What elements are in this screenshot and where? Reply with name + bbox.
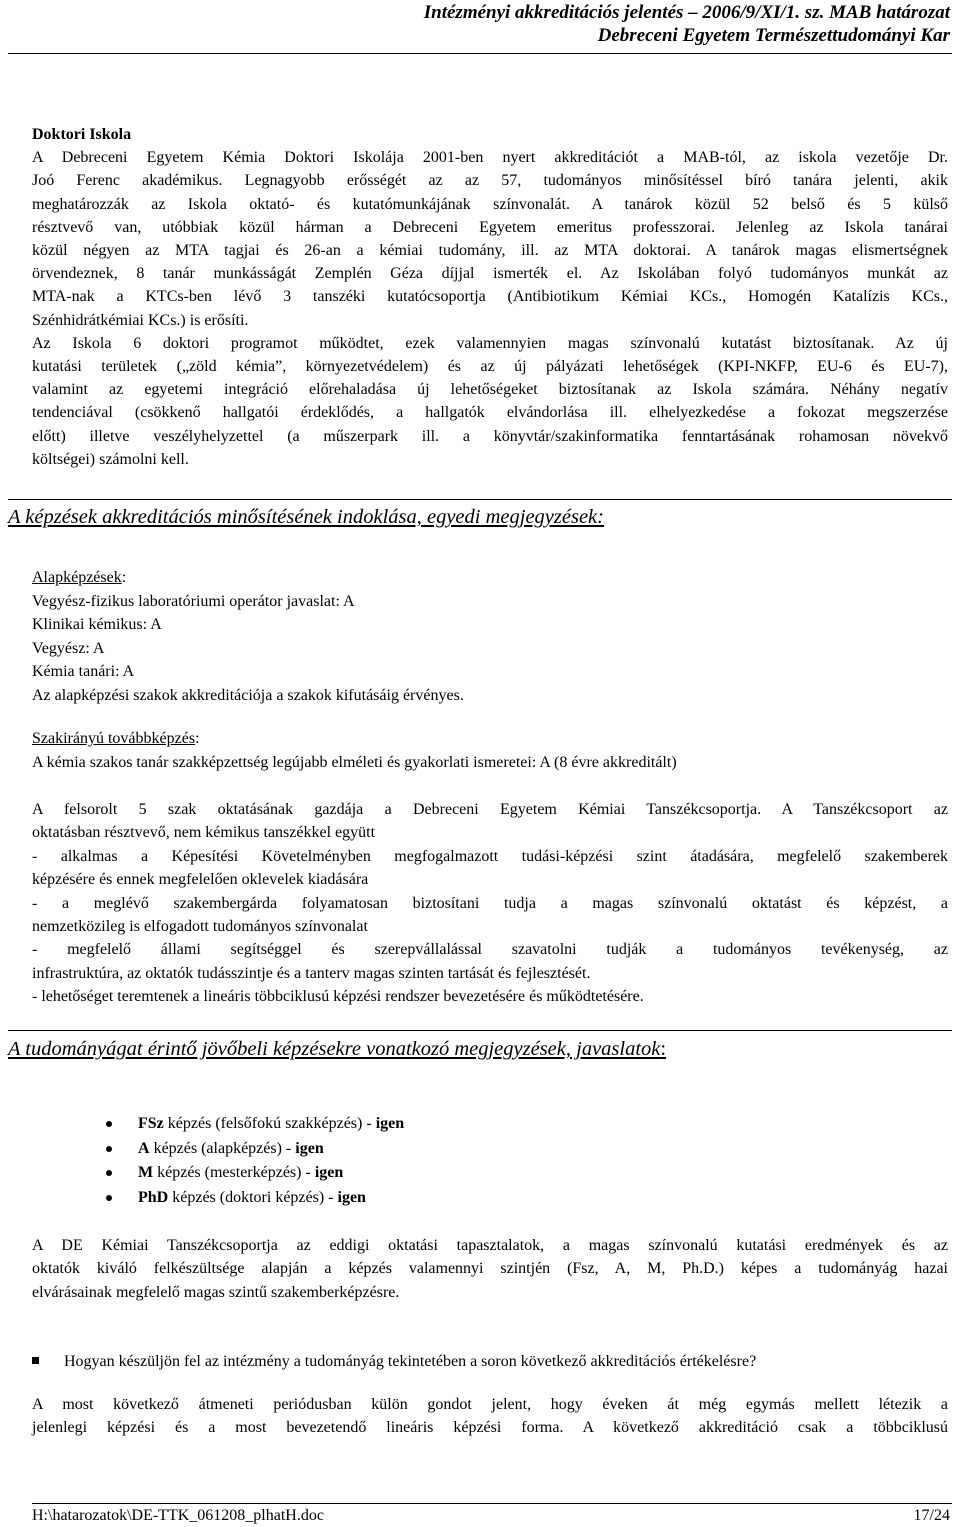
- level-abbr: A: [138, 1139, 150, 1157]
- level-abbr: M: [138, 1164, 154, 1181]
- answer-paragraph: [32, 1393, 948, 1440]
- doctoral-school-paragraph: [32, 123, 948, 471]
- text-line: A Debreceni Egyetem Kémia Doktori Iskolája 2001-ben nyert akkreditációt a MAB-tól, az iskola vezetője Dr.: [32, 149, 948, 167]
- level-answer: igen: [314, 1164, 344, 1181]
- list-item: [106, 1161, 404, 1186]
- text-line: MTA-nak a KTCs-ben lévő 3 tanszéki kutatócsoportja (Antibiotikum Kémiai KCs., Homogén Katalízis KCs.,: [32, 288, 948, 306]
- text-line: - megfelelő állami segítséggel és szerepvállalással szavatolni tudják a tudományos tevékenység, az: [32, 941, 948, 959]
- text-line: meghatározzák az Iskola oktató- és kutatómunkájának színvonalát. A tanárok közül 52 belső és 5 külső: [32, 195, 948, 213]
- section-title-future: [8, 1035, 666, 1063]
- text-line: előtt) illetve veszélyhelyzettel (a műszerpark ill. a könyvtár/szakinformatika fenntartásának rohamosan növekvő: [32, 427, 948, 445]
- footer-page-number: 17/24: [913, 1507, 950, 1524]
- training-levels-list: [106, 1112, 404, 1210]
- bullet-icon: [106, 1121, 112, 1127]
- heading-colon: :: [195, 730, 200, 747]
- header-divider: [8, 53, 952, 54]
- text-line: infrastruktúra, az oktatók tudásszintje és a tanterv magas szinten tartását és fejlesztését.: [32, 964, 591, 982]
- further-training-heading: Szakirányú továbbképzés: [32, 730, 196, 747]
- level-answer: igen: [295, 1139, 324, 1157]
- section-title-colon: :: [660, 1038, 667, 1060]
- text-line: örvendeznek, 8 tanár munkásságát Zemplén Géza díjjal ismerték el. Az Iskolában folyó tudományos munkát az: [32, 265, 948, 283]
- text-line: - a meglévő szakembergárda folyamatosan biztosítani tudja a magas színvonalú oktatást és képzést, a: [32, 894, 948, 912]
- doctoral-school-heading: Doktori Iskola: [32, 126, 132, 143]
- text-line: közül négyen az MTA tagjai és 26-an a kémiai tudomány, ill. az MTA doktorai. A tanárok magas elismertségnek: [32, 242, 948, 260]
- list-item: Vegyész-fizikus laboratóriumi operátor javaslat: A: [32, 592, 355, 610]
- heading-colon: :: [121, 569, 127, 586]
- section-title-text: A tudományágat érintő jövőbeli képzésekre vonatkozó megjegyzések, javaslatok: [8, 1038, 661, 1060]
- text-line: nemzetközileg is elfogadott tudományos színvonalat: [32, 918, 368, 936]
- level-text: képzés (mesterképzés) -: [153, 1164, 315, 1181]
- text-line: valamint az egyetemi integráció előrehaladása új lehetőségeket biztosítanak az Iskola számára. Néhány negatív: [32, 381, 948, 399]
- question-text: Hogyan készüljön fel az intézmény a tudományág tekintetében a soron következő akkreditációs értékelésre?: [64, 1353, 757, 1370]
- bullet-icon: [106, 1170, 112, 1176]
- section-title-accreditation: A képzések akkreditációs minősítésének indoklása, egyedi megjegyzések:: [8, 506, 604, 528]
- department-capability-paragraph: [32, 1234, 948, 1304]
- basic-programs-heading: Alapképzések: [32, 569, 122, 586]
- list-item: Vegyész: A: [32, 639, 105, 657]
- text-line: résztvevő van, utóbbiak közül hárman a Debreceni Egyetem emeritus professzorai. Jelenleg az Iskola tanárai: [32, 218, 948, 236]
- bullet-icon: [106, 1195, 112, 1201]
- level-abbr: FSz: [138, 1115, 164, 1132]
- level-answer: igen: [375, 1115, 405, 1132]
- text-line: Az Iskola 6 doktori programot működtet, ezek valamennyien magas színvonalú kutatást biztosítanak. Az új: [32, 334, 948, 352]
- footer-divider: [32, 1503, 952, 1504]
- level-abbr: PhD: [138, 1188, 169, 1206]
- list-item: Kémia tanári: A: [32, 663, 135, 681]
- text-line: kutatási területek („zöld kémia”, környezetvédelem) és az új pályázati lehetőségek (KPI-NKFP, EU-6 és EU-7),: [32, 358, 948, 376]
- text-line: A kémia szakos tanár szakképzettség legújabb elméleti és gyakorlati ismeretei: A (8 évre akkreditált): [32, 753, 677, 771]
- level-text: képzés (doktori képzés) -: [168, 1188, 338, 1206]
- text-line: tendenciával (csökkenő hallgatói érdeklődés, a hallgatók elvándorlása ill. elhelyezkedése a fokozat megszerzése: [32, 404, 948, 422]
- list-item: [106, 1112, 404, 1137]
- text-line: A DE Kémiai Tanszékcsoportja az eddigi oktatási tapasztalatok, a magas színvonalú kutatási eredmények és az: [32, 1237, 948, 1254]
- text-line: Szénhidrátkémiai KCs.) is erősíti.: [32, 311, 249, 329]
- list-item: Klinikai kémikus: A: [32, 616, 162, 634]
- section-divider: [8, 499, 952, 500]
- text-line: A most következő átmeneti periódusban külön gondot jelent, hogy éveken át még egymás mellett létezik a: [32, 1396, 948, 1413]
- text-line: - lehetőséget teremtenek a lineáris többciklusú képzési rendszer bevezetésére és működtetésére.: [32, 988, 644, 1006]
- text-line: jelenlegi képzési és a most bevezetendő lineáris képzési forma. A következő akkreditáció csak a többciklusú: [32, 1419, 948, 1437]
- square-bullet-icon: [32, 1357, 39, 1364]
- text-line: költségei) számolni kell.: [32, 450, 189, 468]
- text-line: képzésére és ennek megfelelően oklevelek kiadására: [32, 871, 369, 889]
- section-divider: [8, 1030, 952, 1031]
- level-text: képzés (felsőfokú szakképzés) -: [163, 1115, 376, 1132]
- header-title: Intézményi akkreditációs jelentés – 2006/9/XI/1. sz. MAB határozat: [423, 2, 950, 23]
- footer-file-path: H:\hatarozatok\DE-TTK_061208_plhatH.doc: [32, 1507, 324, 1524]
- text-line: oktatásban résztvevő, nem kémikus tanszékkel együtt: [32, 824, 376, 842]
- question-item: [32, 1351, 756, 1373]
- text-line: Joó Ferenc akadémikus. Legnagyobb erősségét az az 57, tudományos minősítéssel bíró tanára jelenti, akik: [32, 172, 948, 190]
- text-line: A felsorolt 5 szak oktatásának gazdája a Debreceni Egyetem Kémiai Tanszékcsoportja. A Tanszékcsoport az: [32, 801, 948, 818]
- bullet-icon: [106, 1146, 112, 1152]
- level-text: képzés (alapképzés) -: [149, 1139, 296, 1157]
- list-item: [106, 1137, 404, 1162]
- basic-programs-block: [32, 566, 948, 708]
- text-line: elvárásainak megfelelő magas szintű szakemberképzésre.: [32, 1283, 400, 1301]
- list-item: [106, 1186, 404, 1211]
- list-item: Az alapképzési szakok akkreditációja a szakok kifutásáig érvényes.: [32, 686, 464, 704]
- text-line: oktatók kiváló felkészültsége alapján a képzés valamennyi szintjén (Fsz, A, M, Ph.D.) képes a tudományág hazai: [32, 1260, 948, 1278]
- header-subtitle: Debreceni Egyetem Természettudományi Kar: [597, 25, 950, 46]
- host-department-block: [32, 798, 948, 1009]
- level-answer: igen: [337, 1188, 366, 1206]
- further-training-block: [32, 727, 948, 774]
- text-line: - alkalmas a Képesítési Követelményben megfogalmazott tudási-képzési szint átadására, megfelelő szakemberek: [32, 847, 948, 865]
